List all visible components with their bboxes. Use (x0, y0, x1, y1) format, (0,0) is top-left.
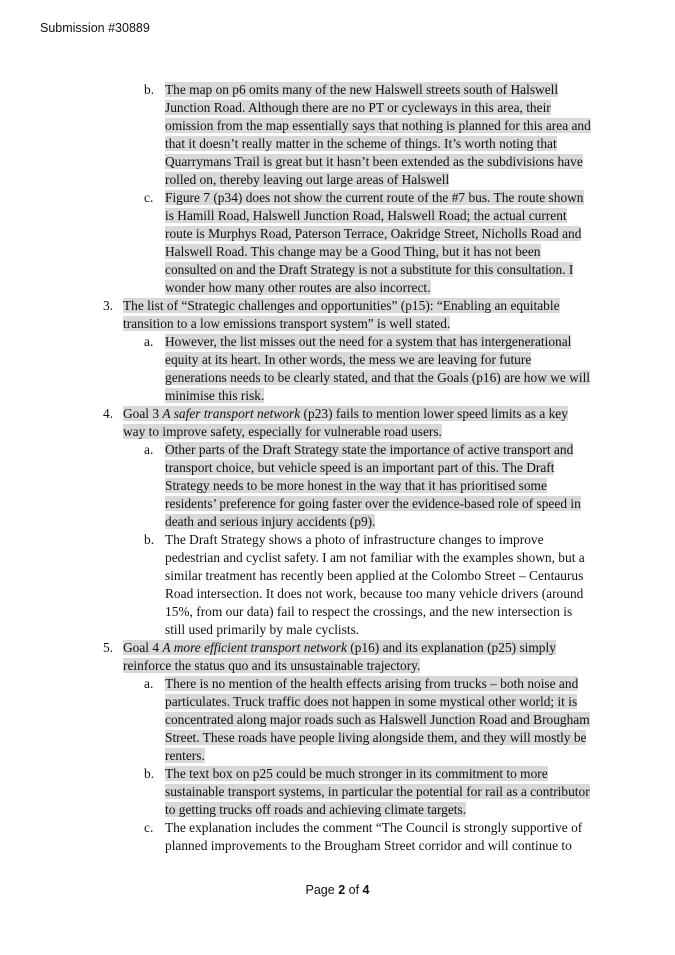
list-marker: a. (144, 676, 154, 691)
submission-header: Submission #30889 (40, 21, 150, 35)
goal-title: A more efficient transport network (162, 640, 347, 655)
list-item-text: There is no mention of the health effects arising from trucks – both noise and particulates. Truck traffic does not happen in some mystical other world; it is concentrated along major roads such as Halswell Junction Road and Brougham Street. These roads have people living alongside them, and they will mostly be renters. (165, 676, 590, 763)
list-item-3 (0, 297, 573, 333)
list-item-text: The list of “Strategic challenges and opportunities” (p15): “Enabling an equitable transition to a low emissions transport system” is well stated. (123, 298, 560, 331)
page-number: 2 (338, 883, 346, 897)
goal-prefix: Goal 4 (123, 640, 163, 655)
page-footer (0, 883, 675, 897)
goal-title: A safer transport network (162, 406, 301, 421)
list-marker: b. (144, 82, 155, 97)
list-item-text (123, 640, 556, 673)
list-marker: c. (144, 820, 154, 835)
list-marker: b. (144, 532, 155, 547)
list-item-c-figure7 (0, 189, 593, 297)
goal-rest: (p16) and its explanation (p25) simply reinforce the status quo and its unsustainable trajectory. (123, 640, 556, 673)
list-marker: c. (144, 190, 154, 205)
list-item-text (123, 406, 568, 439)
goal-rest: (p23) fails to mention lower speed limits as a key way to improve safety, especially for vulnerable road users. (123, 406, 568, 439)
list-marker: 5. (103, 640, 114, 655)
document-body (0, 81, 675, 855)
list-marker: 4. (103, 406, 114, 421)
list-marker: b. (144, 766, 155, 781)
page-total: 4 (362, 883, 370, 897)
list-item-text: However, the list misses out the need for a system that has intergenerational equity at its heart. In other words, the mess we are leaving for future generations needs to be clearly stated, and that the Goals (p16) are how we will minimise this risk. (165, 334, 591, 403)
list-item-5c (0, 819, 593, 855)
list-item-text: Figure 7 (p34) does not show the current route of the #7 bus. The route shown is Hamill Road, Halswell Junction Road, Halswell Road; the actual current route is Murphys Road, Paterson Terrace, Oakridge Street, Nicholls Road and Halswell Road. This change may be a Good Thing, but it has not been consulted on and the Draft Strategy is not a substitute for this consultation. I wonder how many other routes are also incorrect. (165, 190, 584, 295)
list-item-text: The explanation includes the comment “The Council is strongly supportive of planned improvements to the Brougham Street corridor and will continue to (165, 820, 583, 853)
goal-prefix: Goal 3 (123, 406, 163, 421)
list-item-3a (0, 333, 593, 405)
list-item-5b (0, 765, 593, 819)
list-item-text: The Draft Strategy shows a photo of infrastructure changes to improve pedestrian and cyclist safety. I am not familiar with the examples shown, but a similar treatment has recently been applied at the Colombo Street – Centaurus Road intersection. It does not work, because too many vehicle drivers (around 15%, from our data) fail to respect the crossings, and the new intersection is still used primarily by male cyclists. (165, 532, 585, 637)
list-item-4b (0, 531, 593, 639)
list-marker: a. (144, 442, 154, 457)
list-marker: a. (144, 334, 154, 349)
list-item-5a (0, 675, 593, 765)
list-item-text: The map on p6 omits many of the new Halswell streets south of Halswell Junction Road. Although there are no PT or cycleways in this area, their omission from the map essentially says that nothing is planned for this area and that it doesn’t really matter in the scheme of things. It’s worth noting that Quarrymans Trail is great but it hasn’t been extended as the subdivisions have rolled on, thereby leaving out large areas of Halswell (165, 82, 591, 187)
list-item-b-map (0, 81, 593, 189)
page-word: Page (305, 883, 335, 897)
list-marker: 3. (103, 298, 114, 313)
list-item-4 (0, 405, 573, 441)
of-word: of (348, 883, 360, 897)
list-item-5 (0, 639, 573, 675)
list-item-4a (0, 441, 593, 531)
list-item-text: The text box on p25 could be much stronger in its commitment to more sustainable transport systems, in particular the potential for rail as a contributor to getting trucks off roads and achieving climate targets. (165, 766, 590, 817)
list-item-text: Other parts of the Draft Strategy state the importance of active transport and transport choice, but vehicle speed is an important part of this. The Draft Strategy needs to be more honest in the way that it has prioritised some residents’ preference for going faster over the evidence-based role of speed in death and serious injury accidents (p9). (165, 442, 581, 529)
